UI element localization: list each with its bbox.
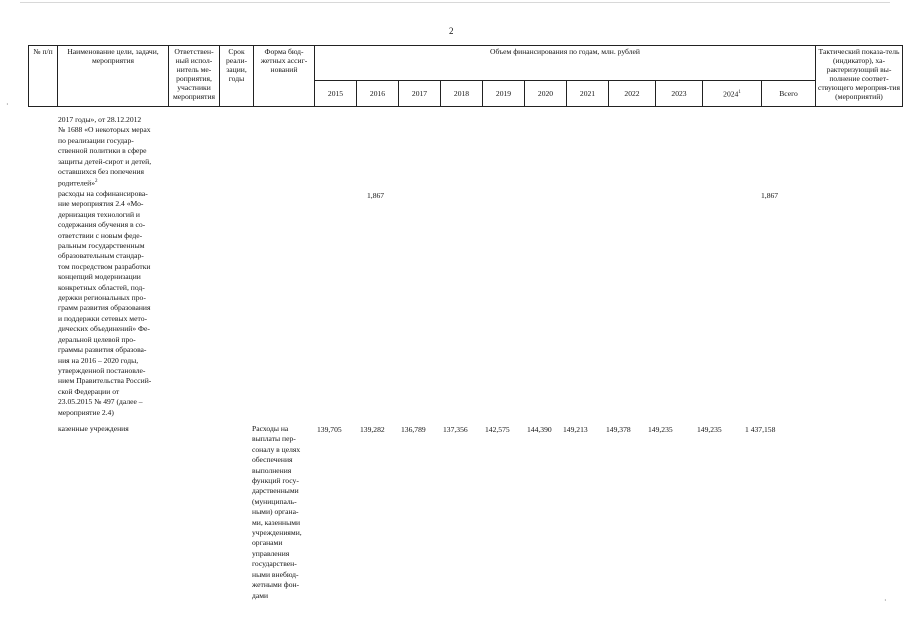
- row-3-total: 1 437,158: [745, 425, 776, 434]
- year-2020: 2020: [525, 80, 567, 106]
- row-3-form: Расходы на выплаты пер- соналу в целях обеспечения выполнения функций госу- дарственными (муниципаль- ными) органа- ми, казенными учреждениями, органами управления государствен- ными внебюд- жетными фон- дами: [252, 424, 302, 600]
- row-3-value-2021: 149,213: [563, 425, 588, 434]
- header-col-form: Форма бюд-жетных ассиг-нований: [254, 46, 315, 107]
- header-col-funding: Объем финансирования по годам, млн. рублей: [315, 46, 816, 81]
- row-3-value-2024: 149,235: [697, 425, 722, 434]
- header-table: [28, 45, 903, 107]
- header-col-name: Наименование цели, задачи, мероприятия: [58, 46, 169, 107]
- row-3-value-2020: 144,390: [527, 425, 552, 434]
- year-2021: 2021: [567, 80, 609, 106]
- year-2016: 2016: [357, 80, 399, 106]
- row-1-text: 2017 годы», от 28.12.2012 № 1688 «О некоторых мерах по реализации государ- ственной политики в сфере защиты детей-сирот и детей, оставшихся без попечения родителей»$^2$: [58, 115, 152, 188]
- header-col-number: № п/п: [29, 46, 58, 107]
- page-number: 2: [449, 26, 454, 36]
- row-3-value-2022: 149,378: [606, 425, 631, 434]
- year-2015: 2015: [315, 80, 357, 106]
- header-col-term: Срок реали-зации, годы: [220, 46, 254, 107]
- row-3-value-2018: 137,356: [443, 425, 468, 434]
- year-2024: 2024$^1$: [703, 80, 762, 106]
- top-rule: [20, 2, 890, 3]
- row-2-text: расходы на софинансирова- ние мероприятия 2.4 «Мо- дернизация технологий и содержания обучения в со- ответствии с новым феде- ральным государственным образовательным стандар- том посредством разработки концепций модернизации конкретных областей, под- держки региональных про- грамм развития образования и поддержки сетевых мето- дических объединений» Фе- деральной целевой про- граммы развития образова- ния на 2016 – 2020 годы, утвержденной постановле- нием Правительства Россий- ской Федерации от 23.05.2015 № 497 (далее – мероприятие 2.4): [58, 189, 152, 417]
- year-2022: 2022: [609, 80, 656, 106]
- row-3-value-2017: 136,789: [401, 425, 426, 434]
- row-3-name: казенные учреждения: [58, 424, 129, 433]
- row-2-total: 1,867: [761, 191, 779, 200]
- row-3-value-2016: 139,282: [360, 425, 385, 434]
- year-2023: 2023: [656, 80, 703, 106]
- year-2017: 2017: [399, 80, 441, 106]
- row-3-value-2015: 139,705: [317, 425, 342, 434]
- row-2-value-2016: 1,867: [367, 191, 385, 200]
- header-col-responsible: Ответствен-ный испол-нитель ме-роприятия, участники мероприятия: [169, 46, 220, 107]
- year-2019: 2019: [483, 80, 525, 106]
- year-2018: 2018: [441, 80, 483, 106]
- row-3-value-2019: 142,575: [485, 425, 510, 434]
- scan-mark: ·: [884, 596, 887, 605]
- header-col-indicator: Тактический показа-тель (индикатор), ха-рактеризующий вы-полнение соответ-ствующего мероприя-тия (мероприятий): [816, 46, 903, 107]
- year-total: Всего: [762, 80, 816, 106]
- row-3-value-2023: 149,235: [648, 425, 673, 434]
- scan-mark-left: ·: [6, 100, 9, 109]
